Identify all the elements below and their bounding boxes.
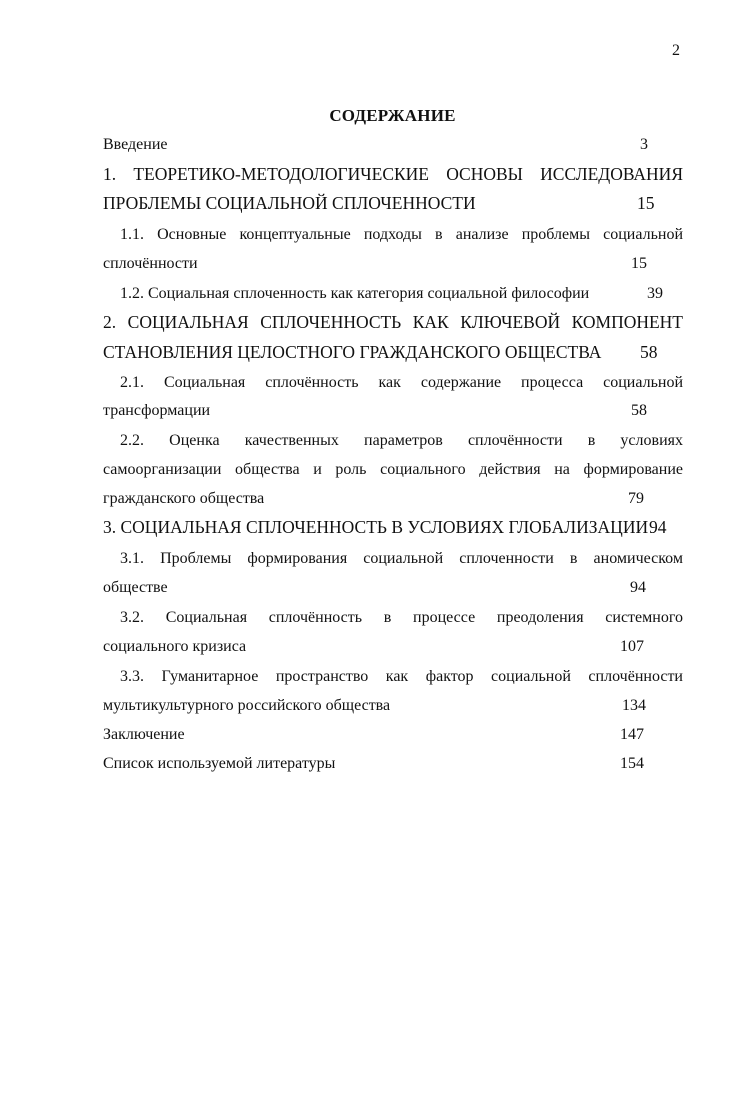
toc-literature-label: Список используемой литературы: [103, 755, 336, 772]
toc-literature-page: 154: [620, 755, 644, 772]
toc-ch1-page: 15: [637, 193, 655, 213]
toc-s21-line2: трансформации: [103, 402, 211, 419]
toc-conclusion-label: Заключение: [103, 726, 185, 743]
toc-entry-intro: [103, 130, 168, 159]
toc-s22-page: 79: [628, 490, 644, 507]
toc-ch3-page: 94: [649, 517, 667, 537]
toc-s21-line1: 2.1. Социальная сплочённость как содержание процесса социальной: [120, 374, 683, 391]
page-title: СОДЕРЖАНИЕ: [329, 106, 456, 125]
toc-s21-page: 58: [631, 402, 647, 419]
toc-s22-line3: гражданского общества: [103, 490, 265, 507]
page-number: 2: [672, 42, 680, 59]
toc-ch2-page: 58: [640, 342, 658, 362]
toc-s33-page: 134: [622, 697, 646, 714]
toc-conclusion-page: 147: [620, 726, 644, 743]
toc-s33-line1: 3.3. Гуманитарное пространство как фактор социальной сплочённости: [120, 668, 683, 685]
toc-s33-line2: мультикультурного российского общества: [103, 697, 391, 714]
toc-s31-line2: обществе: [103, 579, 168, 596]
toc-s11-line2: сплочённости: [103, 255, 198, 272]
toc-ch1-line1: 1. ТЕОРЕТИКО-МЕТОДОЛОГИЧЕСКИЕ ОСНОВЫ ИССЛЕДОВАНИЯ: [103, 164, 683, 184]
toc-s12-label: 1.2. Социальная сплоченность как категория социальной философии: [120, 285, 590, 302]
toc-intro-page: 3: [640, 136, 648, 153]
toc-ch2-line2: СТАНОВЛЕНИЯ ЦЕЛОСТНОГО ГРАЖДАНСКОГО ОБЩЕСТВА: [103, 342, 602, 362]
toc-intro-label: Введение: [103, 136, 168, 153]
toc-s22-line1: 2.2. Оценка качественных параметров сплочённости в условиях: [120, 432, 683, 449]
toc-ch3-label: 3. СОЦИАЛЬНАЯ СПЛОЧЕННОСТЬ В УСЛОВИЯХ ГЛОБАЛИЗАЦИИ: [103, 517, 649, 537]
toc-s11-line1: 1.1. Основные концептуальные подходы в анализе проблемы социальной: [120, 226, 683, 243]
toc-s12-page: 39: [647, 285, 663, 302]
toc-s22-line2: самоорганизации общества и роль социального действия на формирование: [103, 461, 683, 478]
toc-ch1-line2: ПРОБЛЕМЫ СОЦИАЛЬНОЙ СПЛОЧЕННОСТИ: [103, 193, 476, 213]
toc-s32-line1: 3.2. Социальная сплочённость в процессе преодоления системного: [120, 609, 683, 626]
toc-ch2-line1: 2. СОЦИАЛЬНАЯ СПЛОЧЕННОСТЬ КАК КЛЮЧЕВОЙ КОМПОНЕНТ: [103, 312, 683, 332]
toc-s32-line2: социального кризиса: [103, 638, 247, 655]
toc-s11-page: 15: [631, 255, 647, 272]
toc-s31-page: 94: [630, 579, 646, 596]
toc-s32-page: 107: [620, 638, 644, 655]
toc-s31-line1: 3.1. Проблемы формирования социальной сплоченности в аномическом: [120, 550, 683, 567]
